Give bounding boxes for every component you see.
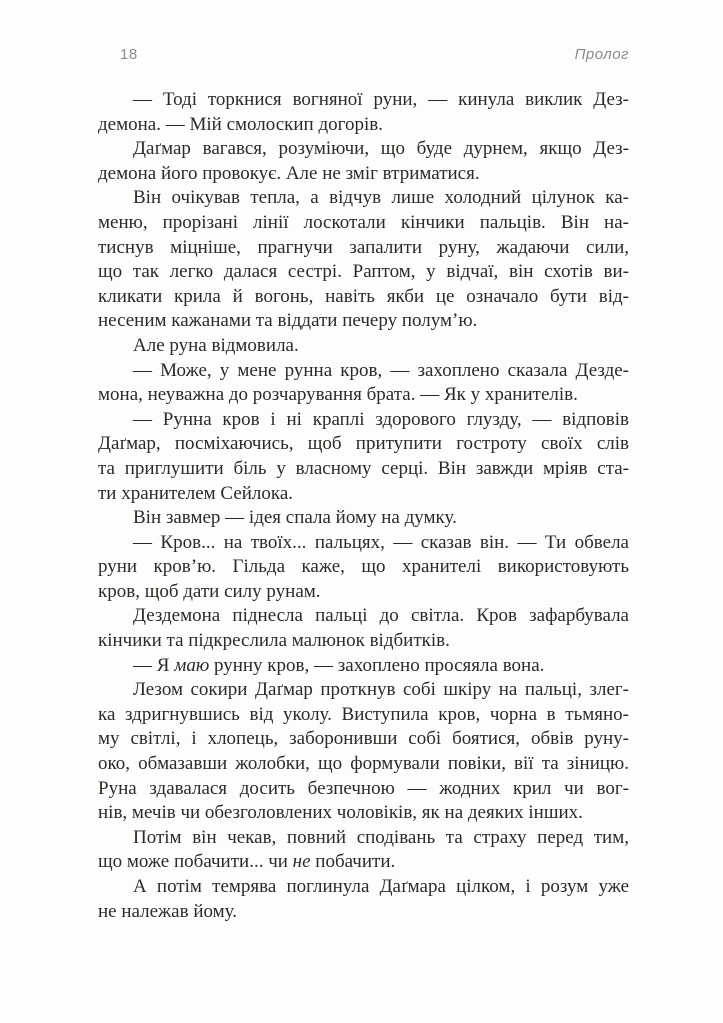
text-line: Але руна відмовила. (133, 334, 299, 356)
text-line: Потім він чекав, повний сподівань та страху перед тим, (133, 826, 629, 848)
text-line: А потім темрява поглинула Даґмара цілком, і розум уже (133, 876, 629, 897)
text-line: Він очікував тепла, а відчув лише холодний цілунок ка- (133, 187, 629, 209)
text-line: тиснув міцніше, прагнучи запалити руну, жадаючи сили, (98, 236, 629, 258)
text-line: ти хранителем Сейлока. (98, 482, 294, 504)
text-line: Даґмар, посміхаючись, щоб притупити гостроту своїх слів (98, 433, 629, 455)
text-line: та приглушити біль у власному серці. Він завжди мріяв ста- (98, 457, 629, 479)
text-line: Лезом сокири Даґмар проткнув собі шкіру на пальці, злег- (133, 679, 629, 701)
paragraph (98, 531, 629, 605)
text-line: руни кров’ю. Гільда каже, що хранителі використовують (98, 556, 629, 578)
text-line: не належав йому. (98, 900, 237, 922)
text-line: — Кров... на твоїх... пальцях, — сказав він. — Ти обвела (133, 531, 629, 553)
text-line: мона, неуважна до розчарування брата. — Як у хранителів. (98, 384, 578, 406)
text-line: кінчики та підкреслила малюнок відбитків. (98, 630, 450, 652)
text-line: Даґмар вагався, розуміючи, що буде дурнем, якщо Дез- (133, 138, 629, 160)
text-line: несеним кажанами та віддати печеру полум’ю. (98, 310, 478, 332)
text-line: що так легко далася сестрі. Раптом, у відчаї, він схотів ви- (98, 261, 629, 283)
text-line: ка здригнувшись від уколу. Виступила кров, чорна в тьмяно- (98, 703, 629, 725)
paragraph (98, 654, 629, 679)
paragraph (98, 137, 629, 186)
text-line: — Може, у мене рунна кров, — захоплено сказала Дезде- (133, 359, 629, 381)
paragraph (98, 826, 629, 875)
paragraph (98, 875, 629, 924)
text-line: меню, прорізані лінії лоскотали кінчики пальців. Він на- (98, 211, 629, 233)
text-line: — Тоді торкнися вогняної руни, — кинула виклик Дез- (133, 89, 629, 110)
text-line: нів, мечів чи обезголовлених чоловіків, як на деяких інших. (98, 802, 583, 824)
text-line: кликати крила й вогонь, навіть якби це означало бути від- (98, 285, 629, 307)
text-line: Він завмер — ідея спала йому на думку. (133, 507, 457, 529)
text-line: Дездемона піднесла пальці до світла. Кров зафарбувала (133, 605, 629, 627)
text-line: демона. — Мій смолоскип догорів. (98, 113, 383, 135)
page-text (98, 88, 629, 924)
paragraph (98, 678, 629, 826)
text-line: — Рунна кров і ні краплі здорового глузду, — відповів (133, 408, 629, 430)
paragraph (98, 334, 629, 359)
text-line: му світлі, і хлопець, заборонивши собі боятися, обвів руну- (98, 728, 629, 750)
paragraph (98, 88, 629, 137)
running-header (98, 46, 629, 63)
text-line: — Я маю рунну кров, — захоплено просяяла вона. (133, 654, 545, 676)
text-line: демона його провокує. Але не зміг втриматися. (98, 162, 480, 184)
paragraph (98, 604, 629, 653)
paragraph (98, 186, 629, 334)
text-line: Руна здавалася досить безпечною — жодних крил чи вог- (98, 777, 629, 799)
paragraph (98, 408, 629, 506)
text-line: кров, щоб дати силу рунам. (98, 580, 321, 602)
running-title: Пролог (574, 46, 629, 63)
text-line: око, обмазавши жолобки, що формували повіки, вії та зіницю. (98, 753, 629, 775)
paragraph (98, 506, 629, 531)
page-number: 18 (120, 46, 138, 63)
text-line: що може побачити... чи не побачити. (98, 851, 396, 873)
paragraph (98, 359, 629, 408)
